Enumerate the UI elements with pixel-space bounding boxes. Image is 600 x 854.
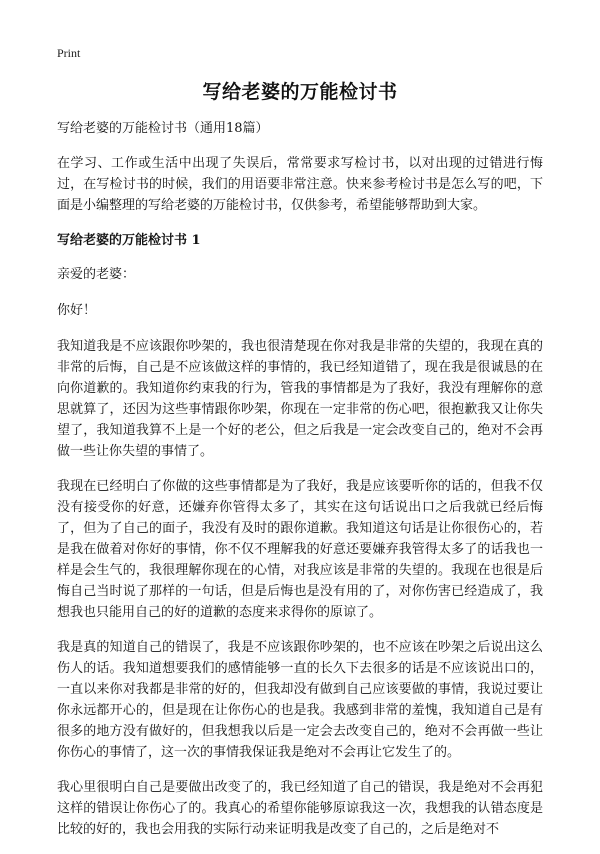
page-title: 写给老婆的万能检讨书 [202, 81, 398, 103]
document-subtitle: 写给老婆的万能检讨书（通用18篇） [57, 121, 269, 136]
greeting: 你好！ [57, 303, 97, 318]
intro-paragraph: 在学习、工作或生活中出现了失误后，常常要求写检讨书，以对出现的过错进行悔过，在写检讨书的时候，我们的用语要非常注意。快来参考检讨书是怎么写的吧，下面是小编整理的写给老婆的万能检讨书，仅供参考，希望能够帮助到大家。 [57, 156, 543, 213]
body-paragraph: 我心里很明白自己是要做出改变了的，我已经知道了自己的错误，我是绝对不会再犯这样的错误让你伤心了的。我真心的希望你能够原谅我这一次，我想我的认错态度是比较的好的，我也会用我的实际行动来证明我是改变了自己的，之后是绝对不 [57, 780, 543, 837]
document-body [57, 118, 543, 854]
section-heading: 写给老婆的万能检讨书 1 [57, 233, 201, 248]
print-link[interactable]: Print [57, 46, 81, 60]
body-paragraph: 我是真的知道自己的错误了，我是不应该跟你吵架的，也不应该在吵架之后说出这么伤人的话。我知道想要我们的感情能够一直的长久下去很多的话是不应该说出口的，一直以来你对我都是非常的好的，但我却没有做到自己应该要做的事情，我说过要让你永远都开心的，但是现在让你伤心的也是我。我感到非常的羞愧，我知道自己是有很多的地方没有做好的，但我想我以后是一定会去改变自己的，绝对不会再做一些让你伤心的事情了，这一次的事情我保证我是绝对不会再让它发生了的。 [57, 640, 543, 760]
salutation: 亲爱的老婆： [57, 267, 136, 282]
body-paragraph: 我知道我是不应该跟你吵架的，我也很清楚现在你对我是非常的失望的，我现在真的非常的后悔，自己是不应该做这样的事情的，我已经知道错了，现在我是很诚恳的在向你道歉的。我知道你约束我的行为，管我的事情都是为了我好，我没有理解你的意思就算了，还因为这些事情跟你吵架，你现在一定非常的伤心吧，很抱歉我又让你失望了，我知道我算不上是一个好的老公，但之后我是一定会改变自己的，绝对不会再做一些让你失望的事情了。 [57, 339, 543, 459]
body-paragraph: 我现在已经明白了你做的这些事情都是为了我好，我是应该要听你的话的，但我不仅没有接受你的好意，还嫌弃你管得太多了，其实在这句话说出口之后我就已经后悔了，但为了自己的面子，我没有及时的跟你道歉。我知道这句话是让你很伤心的，若是我在做着对你好的事情，你不仅不理解我的好意还要嫌弃我管得太多了的话我也一样是会生气的，我很理解你现在的心情，对我应该是非常的失望的。我现在也很是后悔自己当时说了那样的一句话，但是后悔也是没有用的了，对你伤害已经造成了，我想我也只能用自己的好的道歉的态度来求得你的原谅了。 [57, 479, 543, 620]
